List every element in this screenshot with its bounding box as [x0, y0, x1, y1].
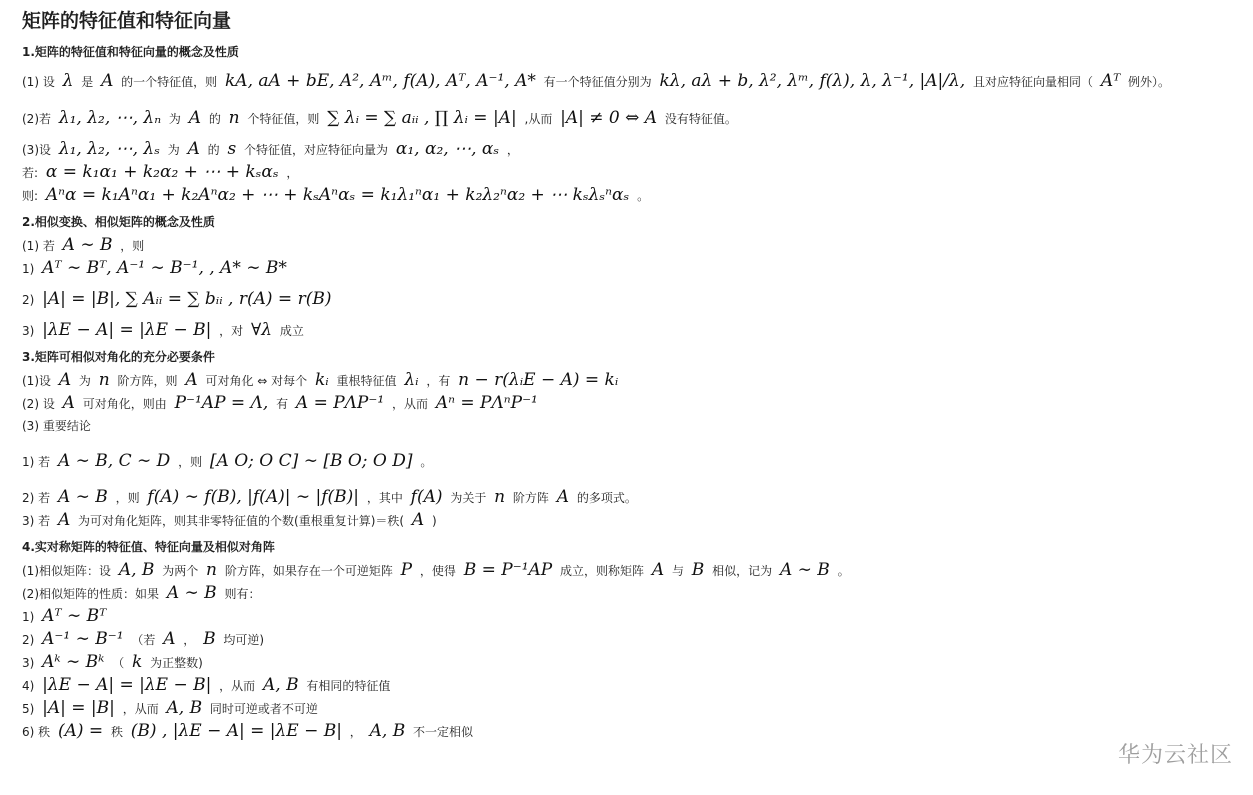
text-line — [22, 64, 1222, 99]
math-formula: B — [203, 629, 216, 649]
text-fragment: 则: — [22, 189, 42, 203]
text-fragment: 1) — [22, 610, 39, 624]
text-line — [22, 509, 1222, 532]
text-fragment: 阶方阵 — [509, 491, 553, 505]
text-line — [22, 697, 1222, 720]
section-heading: 2.相似变换、相似矩阵的概念及性质 — [22, 215, 215, 229]
math-formula: Aᵀ ∼ Bᵀ — [42, 606, 107, 626]
text-fragment: ， — [345, 725, 366, 739]
text-fragment: ，从而 — [388, 397, 432, 411]
text-fragment: ，有 — [422, 374, 455, 388]
math-formula: A — [411, 510, 425, 530]
math-formula: A, B — [369, 721, 406, 741]
text-fragment: 的一个特征值，则 — [117, 75, 221, 89]
math-formula: A — [57, 510, 71, 530]
text-fragment: (3)设 — [22, 143, 55, 157]
math-formula: P — [400, 560, 413, 580]
text-fragment: ， — [282, 166, 299, 180]
math-formula: A — [188, 108, 202, 128]
text-line — [22, 628, 1222, 651]
text-fragment: 个特征值，对应特征向量为 — [240, 143, 392, 157]
text-line — [22, 605, 1222, 628]
text-fragment: 的多项式。 — [573, 491, 637, 505]
text-fragment: 3) 若 — [22, 514, 54, 528]
text-line — [22, 234, 1222, 257]
text-fragment: ,从而 — [520, 112, 557, 126]
math-formula: λ — [62, 71, 74, 91]
text-line — [22, 101, 1222, 136]
text-fragment: 有一个特征值分别为 — [539, 75, 656, 89]
text-fragment: 6) 秩 — [22, 725, 54, 739]
text-fragment: 为 — [75, 374, 95, 388]
text-fragment: 。 — [416, 455, 433, 469]
text-fragment: ，使得 — [416, 564, 460, 578]
text-fragment: 2) — [22, 293, 39, 307]
text-line — [22, 582, 1222, 605]
text-fragment: 有相同的特征值 — [302, 679, 391, 693]
math-formula: A, B — [262, 675, 299, 695]
text-fragment: 与 — [668, 564, 688, 578]
math-formula: f(A) — [410, 487, 443, 507]
text-fragment: ，对 — [215, 324, 247, 338]
math-formula: A — [58, 370, 72, 390]
text-line — [22, 439, 1222, 484]
math-formula: n — [206, 560, 217, 580]
math-formula: s — [227, 139, 237, 159]
text-fragment: 1) 若 — [22, 455, 54, 469]
text-line — [22, 392, 1222, 415]
text-fragment: 均可逆) — [219, 633, 265, 647]
text-fragment: (2)若 — [22, 112, 55, 126]
text-line — [22, 369, 1222, 392]
math-formula: k — [132, 652, 143, 672]
math-formula: [A O; O C] ∼ [B O; O D] — [209, 451, 413, 471]
math-formula: |λE − A| = |λE − B| — [42, 320, 212, 340]
text-fragment: 是 — [77, 75, 98, 89]
text-fragment: 同时可逆或者不可逆 — [206, 702, 318, 716]
math-formula: n — [98, 370, 110, 390]
text-line — [22, 257, 1222, 280]
text-fragment: (2) 设 — [22, 397, 59, 411]
text-fragment: 的 — [205, 112, 225, 126]
text-fragment: 为可对角化矩阵，则其非零特征值的个数(重根重复计算)＝秩( — [74, 514, 408, 528]
math-formula: A, B — [118, 560, 155, 580]
math-formula: Aᵀ — [1100, 71, 1121, 91]
math-formula: (A) = — [57, 721, 104, 741]
text-fragment: 例外）。 — [1124, 75, 1171, 89]
text-fragment: 成立 — [276, 324, 304, 338]
math-formula: Aᵏ ∼ Bᵏ — [42, 652, 105, 672]
math-formula: λ₁, λ₂, ⋯, λₛ — [58, 139, 160, 159]
section-heading: 1.矩阵的特征值和特征向量的概念及性质 — [22, 45, 239, 59]
text-fragment: (3) 重要结论 — [22, 419, 91, 433]
math-formula: P⁻¹AP = Λ, — [174, 393, 269, 413]
math-formula: ∑ λᵢ = ∑ aᵢᵢ , ∏ λᵢ = |A| — [327, 108, 517, 128]
text-fragment: (1) 若 — [22, 239, 59, 253]
text-fragment: 1) — [22, 262, 39, 276]
math-formula: kᵢ — [314, 370, 329, 390]
math-formula: A⁻¹ ∼ B⁻¹ — [42, 629, 124, 649]
text-fragment: 有 — [272, 397, 292, 411]
text-fragment: 。 — [833, 564, 850, 578]
text-fragment: 4) — [22, 679, 39, 693]
math-formula: B = P⁻¹AP — [463, 560, 553, 580]
math-formula: Aⁿα = k₁Aⁿα₁ + k₂Aⁿα₂ + ⋯ + kₛAⁿαₛ = k₁λ₁ⁿα₁ + k₂λ₂ⁿα₂ + ⋯ kₛλₛⁿαₛ — [45, 185, 630, 205]
math-formula: n − r(λᵢE − A) = kᵢ — [458, 370, 619, 390]
text-fragment: (1) 设 — [22, 75, 59, 89]
section-heading: 4.实对称矩阵的特征值、特征向量及相似对角阵 — [22, 540, 275, 554]
math-formula: |A| ≠ 0 ⇔ A — [560, 108, 658, 128]
text-fragment: ， — [179, 633, 200, 647]
text-fragment: 3) — [22, 656, 39, 670]
text-fragment: 为 — [165, 112, 185, 126]
text-fragment: 3) — [22, 324, 39, 338]
text-fragment: (1)相似矩阵：设 — [22, 564, 115, 578]
math-formula: |A| = |B|, ∑ Aᵢᵢ = ∑ bᵢᵢ , r(A) = r(B) — [42, 289, 332, 309]
text-fragment: 重根特征值 — [332, 374, 401, 388]
math-formula: Aⁿ = PΛⁿP⁻¹ — [435, 393, 538, 413]
text-fragment: 阶方阵，如果存在一个可逆矩阵 — [221, 564, 397, 578]
text-fragment: 秩 — [107, 725, 127, 739]
text-fragment: ， — [503, 143, 519, 157]
text-fragment: 且对应特征向量相同（ — [969, 75, 1097, 89]
math-formula: n — [228, 108, 240, 128]
math-formula: A, B — [166, 698, 203, 718]
text-line — [22, 184, 1222, 207]
math-formula: A ∼ B — [62, 235, 113, 255]
text-fragment: 为两个 — [158, 564, 203, 578]
math-formula: A ∼ B — [57, 487, 108, 507]
text-fragment: 为 — [163, 143, 184, 157]
text-fragment: 的 — [203, 143, 224, 157]
text-fragment: 。 — [633, 189, 650, 203]
math-formula: α = k₁α₁ + k₂α₂ + ⋯ + kₛαₛ — [45, 162, 279, 182]
text-fragment: (2)相似矩阵的性质：如果 — [22, 587, 163, 601]
text-fragment: （若 — [127, 633, 160, 647]
text-fragment: 则有： — [220, 587, 261, 601]
text-fragment: 若: — [22, 166, 42, 180]
math-formula: α₁, α₂, ⋯, αₛ — [395, 139, 500, 159]
text-fragment: 为关于 — [446, 491, 491, 505]
text-fragment: 可对角化，则由 — [78, 397, 171, 411]
math-formula: A — [556, 487, 570, 507]
watermark: 华为云社区 — [1117, 743, 1233, 768]
text-fragment: 阶方阵，则 — [113, 374, 182, 388]
math-formula: A ∼ B, C ∼ D — [57, 451, 171, 471]
math-formula: f(A) ∼ f(B), |f(A)| ∼ |f(B)| — [147, 487, 360, 507]
text-fragment: (1)设 — [22, 374, 55, 388]
math-formula: A — [101, 71, 114, 91]
text-fragment: 为正整数) — [146, 656, 203, 670]
math-formula: A = PΛP⁻¹ — [295, 393, 385, 413]
text-fragment: 成立，则称矩阵 — [556, 564, 648, 578]
text-fragment: ，其中 — [363, 491, 407, 505]
math-formula: λ₁, λ₂, ⋯, λₙ — [58, 108, 162, 128]
text-fragment: 不一定相似 — [409, 725, 474, 739]
math-formula: A — [62, 393, 75, 413]
text-fragment: 2) 若 — [22, 491, 54, 505]
text-fragment: 没有特征值。 — [661, 112, 737, 126]
text-fragment: （ — [108, 656, 129, 670]
math-formula: n — [494, 487, 506, 507]
text-fragment: ，则 — [116, 239, 145, 253]
math-formula: kA, aA + bE, A², Aᵐ, f(A), Aᵀ, A⁻¹, A* — [224, 71, 536, 91]
page-title: 矩阵的特征值和特征向量 — [22, 10, 232, 32]
text-fragment: 个特征值，则 — [243, 112, 324, 126]
text-line — [22, 559, 1222, 582]
text-line — [22, 651, 1222, 674]
text-fragment: 相似，记为 — [708, 564, 776, 578]
text-fragment: ，则 — [174, 455, 206, 469]
math-formula: B — [691, 560, 705, 580]
math-formula: A — [163, 629, 176, 649]
document-content — [22, 43, 1222, 743]
text-fragment: 2) — [22, 633, 39, 647]
text-line — [22, 720, 1222, 743]
math-formula: λᵢ — [404, 370, 419, 390]
math-formula: A ∼ B — [779, 560, 830, 580]
text-fragment: ，从而 — [118, 702, 163, 716]
text-line — [22, 282, 1222, 317]
text-fragment: 5) — [22, 702, 39, 716]
math-formula: (B) , |λE − A| = |λE − B| — [130, 721, 342, 741]
section-heading: 3.矩阵可相似对角化的充分必要条件 — [22, 350, 215, 364]
text-fragment: ) — [428, 514, 437, 528]
text-fragment: ，从而 — [215, 679, 259, 693]
text-line — [22, 161, 1222, 184]
document-page — [22, 4, 1222, 743]
text-line — [22, 415, 1222, 437]
math-formula: ∀λ — [250, 320, 273, 340]
math-formula: A — [651, 560, 665, 580]
text-line — [22, 674, 1222, 697]
text-line — [22, 319, 1222, 342]
text-line — [22, 486, 1222, 509]
math-formula: |A| = |B| — [42, 698, 115, 718]
math-formula: A — [187, 139, 200, 159]
math-formula: kλ, aλ + b, λ², λᵐ, f(λ), λ, λ⁻¹, |A|/λ, — [659, 71, 966, 91]
text-line — [22, 138, 1222, 161]
math-formula: A ∼ B — [166, 583, 217, 603]
math-formula: |λE − A| = |λE − B| — [42, 675, 212, 695]
text-fragment: ，则 — [111, 491, 144, 505]
math-formula: A — [185, 370, 198, 390]
math-formula: Aᵀ ∼ Bᵀ, A⁻¹ ∼ B⁻¹, , A* ∼ B* — [42, 258, 287, 278]
text-fragment: 可对角化 ⇔ 对每个 — [201, 374, 311, 388]
